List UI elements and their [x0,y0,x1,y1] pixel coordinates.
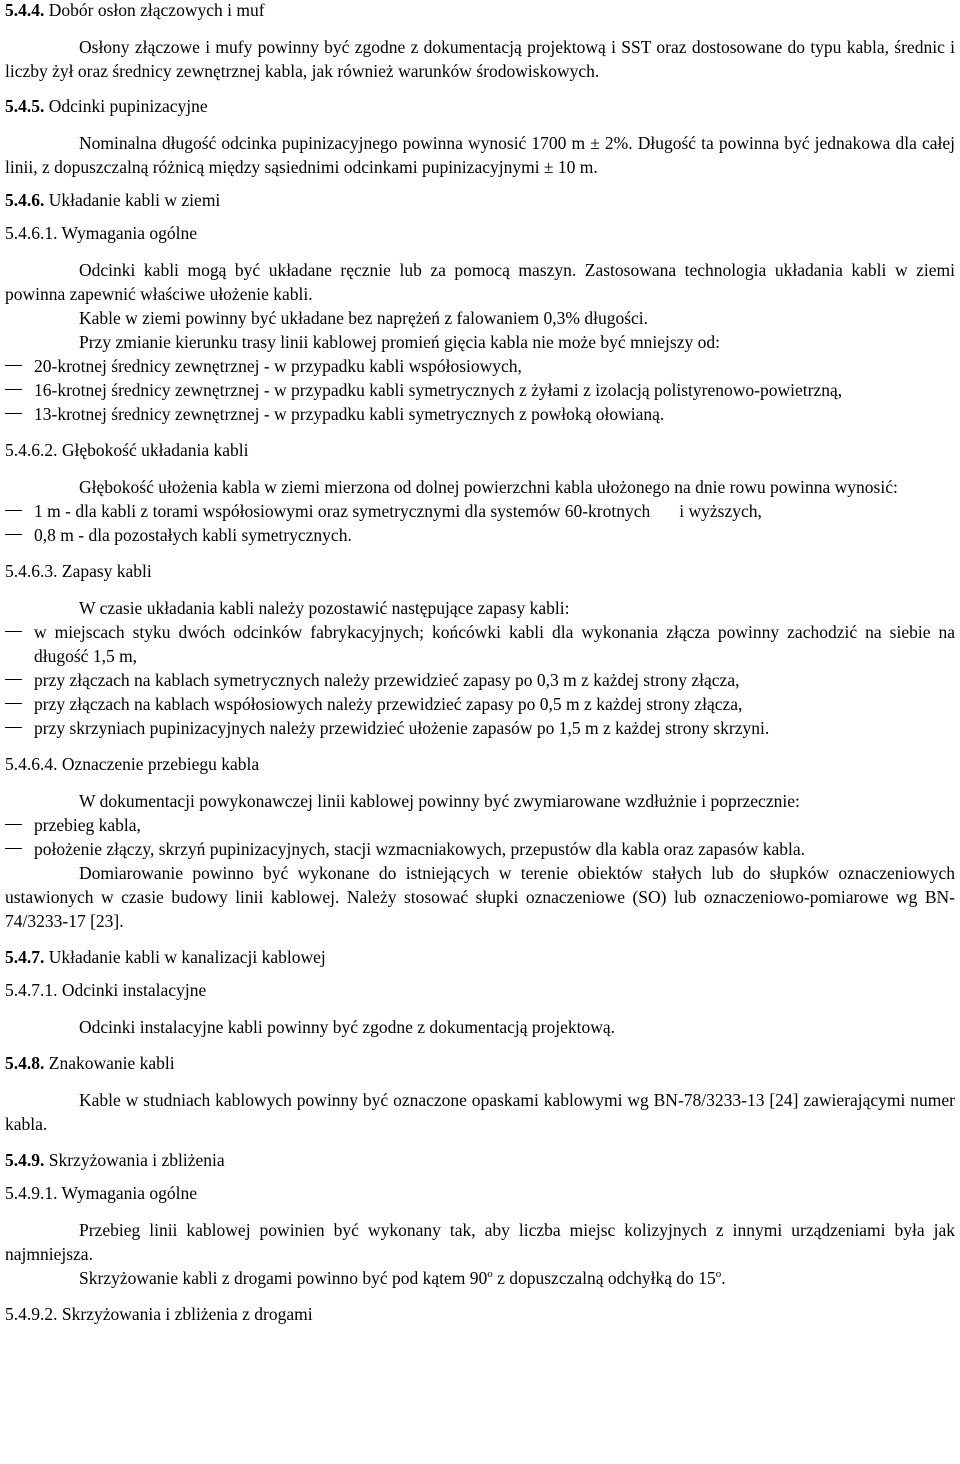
list-item-text: 16-krotnej średnicy zewnętrznej - w przypadku kabli symetrycznych z żyłami z izolacją polistyrenowo-powietrzną, [34,380,843,400]
section-number: 5.4.5. [5,96,45,116]
section-heading-5-4-6-2: 5.4.6.2. Głębokość układania kabli [5,440,249,460]
section-heading-5-4-5 [5,94,955,118]
paragraph: Odcinki instalacyjne kabli powinny być zgodne z dokumentacją projektową. [79,1017,616,1037]
section-number: 5.4.6. [5,190,45,210]
section-title: Odcinki pupinizacyjne [44,96,208,116]
list-item [5,402,955,426]
section-heading-5-4-8 [5,1051,955,1075]
dash-marker [5,848,22,849]
section-number: 5.4.4. [5,0,45,20]
text-run: . [721,1268,726,1288]
paragraph: Przebieg linii kablowej powinien być wykonany tak, aby liczba miejsc kolizyjnych z innymi urządzeniami była jak najmniejsza. [5,1220,955,1264]
dash-list [5,499,955,547]
list-item-text: przy złączach na kablach współosiowych należy przewidzieć zapasy po 0,5 m z każdej strony złącza, [34,694,743,714]
section-heading-5-4-9 [5,1148,955,1172]
list-item [5,716,955,740]
section-heading-5-4-6-1: 5.4.6.1. Wymagania ogólne [5,223,198,243]
text-run: z dopuszczalną odchyłką do 15 [492,1268,716,1288]
section-title: Układanie kabli w kanalizacji kablowej [44,947,326,967]
dash-list [5,354,955,426]
list-item-text: i wyższych, [679,501,762,521]
list-item-text: przy skrzyniach pupinizacyjnych należy przewidzieć ułożenie zapasów po 1,5 m z każdej strony skrzyni. [34,718,770,738]
section-title: Dobór osłon złączowych i muf [44,0,265,20]
list-item-text: przebieg kabla, [34,815,141,835]
section-heading-5-4-9-2: 5.4.9.2. Skrzyżowania i zbliżenia z drogami [5,1304,313,1324]
list-item [5,620,955,668]
paragraph: Osłony złączowe i mufy powinny być zgodne z dokumentacją projektową i SST oraz dostosowane do typu kabla, średnic i liczby żył oraz średnicy zewnętrznej kabla, jak również warunków środowiskowych. [5,37,955,81]
list-item-text: przy złączach na kablach symetrycznych należy przewidzieć zapasy po 0,3 m z każdej strony złącza, [34,670,740,690]
list-item-text: 1 m - dla kabli z torami współosiowymi oraz symetrycznymi dla systemów 60-krotnych [34,501,651,521]
dash-marker [5,534,22,535]
list-item [5,837,955,861]
list-item [5,354,955,378]
paragraph: Domiarowanie powinno być wykonane do istniejących w terenie obiektów stałych lub do słupków oznaczeniowych ustawionych w czasie budowy linii kablowej. Należy stosować słupki oznaczeniowe (SO) lub oznaczeniowo-pomiarowe wg BN-74/3233-17 [23]. [5,863,955,931]
dash-marker [5,679,22,680]
paragraph: W czasie układania kabli należy pozostawić następujące zapasy kabli: [79,598,570,618]
dash-marker [5,389,22,390]
section-heading-5-4-4 [5,0,955,22]
dash-list [5,813,955,861]
list-item-text: 0,8 m - dla pozostałych kabli symetrycznych. [34,525,352,545]
list-item-text: położenie złączy, skrzyń pupinizacyjnych, stacji wzmacniakowych, przepustów dla kabla oraz zapasów kabla. [34,839,805,859]
dash-marker [5,631,22,632]
list-item [5,668,955,692]
paragraph: Kable w ziemi powinny być układane bez naprężeń z falowaniem 0,3% długości. [79,308,649,328]
dash-marker [5,365,22,366]
paragraph [5,1266,955,1290]
paragraph: Odcinki kabli mogą być układane ręcznie lub za pomocą maszyn. Zastosowana technologia układania kabli w ziemi powinna zapewnić właściwe ułożenie kabli. [5,260,955,304]
dash-marker [5,703,22,704]
paragraph: W dokumentacji powykonawczej linii kablowej powinny być zwymiarowane wzdłużnie i poprzecznie: [79,791,800,811]
dash-marker [5,824,22,825]
section-title: Znakowanie kabli [44,1053,175,1073]
section-number: 5.4.7. [5,947,45,967]
dash-marker [5,510,22,511]
dash-marker [5,413,22,414]
section-number: 5.4.8. [5,1053,45,1073]
paragraph: Przy zmianie kierunku trasy linii kablowej promień gięcia kabla nie może być mniejszy od: [79,332,720,352]
section-heading-5-4-7-1: 5.4.7.1. Odcinki instalacyjne [5,980,207,1000]
section-heading-5-4-7 [5,945,955,969]
list-item [5,499,955,523]
list-item-text: w miejscach styku dwóch odcinków fabrykacyjnych; końcówki kabli dla wykonania złącza powinny zachodzić na siebie na długość 1,5 m, [34,622,955,666]
section-heading-5-4-6-3: 5.4.6.3. Zapasy kabli [5,561,152,581]
list-item [5,523,955,547]
section-title: Układanie kabli w ziemi [44,190,221,210]
document-page [5,0,955,1326]
list-item [5,378,955,402]
list-item [5,692,955,716]
section-heading-5-4-6 [5,188,955,212]
paragraph: Kable w studniach kablowych powinny być oznaczone opaskami kablowymi wg BN-78/3233-13 [24] zawierającymi numer kabla. [5,1090,955,1134]
dash-marker [5,727,22,728]
dash-list [5,620,955,740]
paragraph: Głębokość ułożenia kabla w ziemi mierzona od dolnej powierzchni kabla ułożonego na dnie rowu powinna wynosić: [79,477,898,497]
text-run: Skrzyżowanie kabli z drogami powinno być pod kątem 90 [79,1268,488,1288]
section-number: 5.4.9. [5,1150,45,1170]
degree-superscript: o [487,1268,493,1280]
list-item-text: 13-krotnej średnicy zewnętrznej - w przypadku kabli symetrycznych z powłoką ołowianą. [34,404,665,424]
section-heading-5-4-9-1: 5.4.9.1. Wymagania ogólne [5,1183,198,1203]
section-title: Skrzyżowania i zbliżenia [44,1150,225,1170]
list-item [5,813,955,837]
degree-superscript: o [715,1268,722,1280]
paragraph: Nominalna długość odcinka pupinizacyjnego powinna wynosić 1700 m ± 2%. Długość ta powinna być jednakowa dla całej linii, z dopuszczalną różnicą między sąsiednimi odcinkami pupinizacyjnymi ± 10 m. [5,133,955,177]
list-item-text: 20-krotnej średnicy zewnętrznej - w przypadku kabli współosiowych, [34,356,522,376]
section-heading-5-4-6-4: 5.4.6.4. Oznaczenie przebiegu kabla [5,754,260,774]
